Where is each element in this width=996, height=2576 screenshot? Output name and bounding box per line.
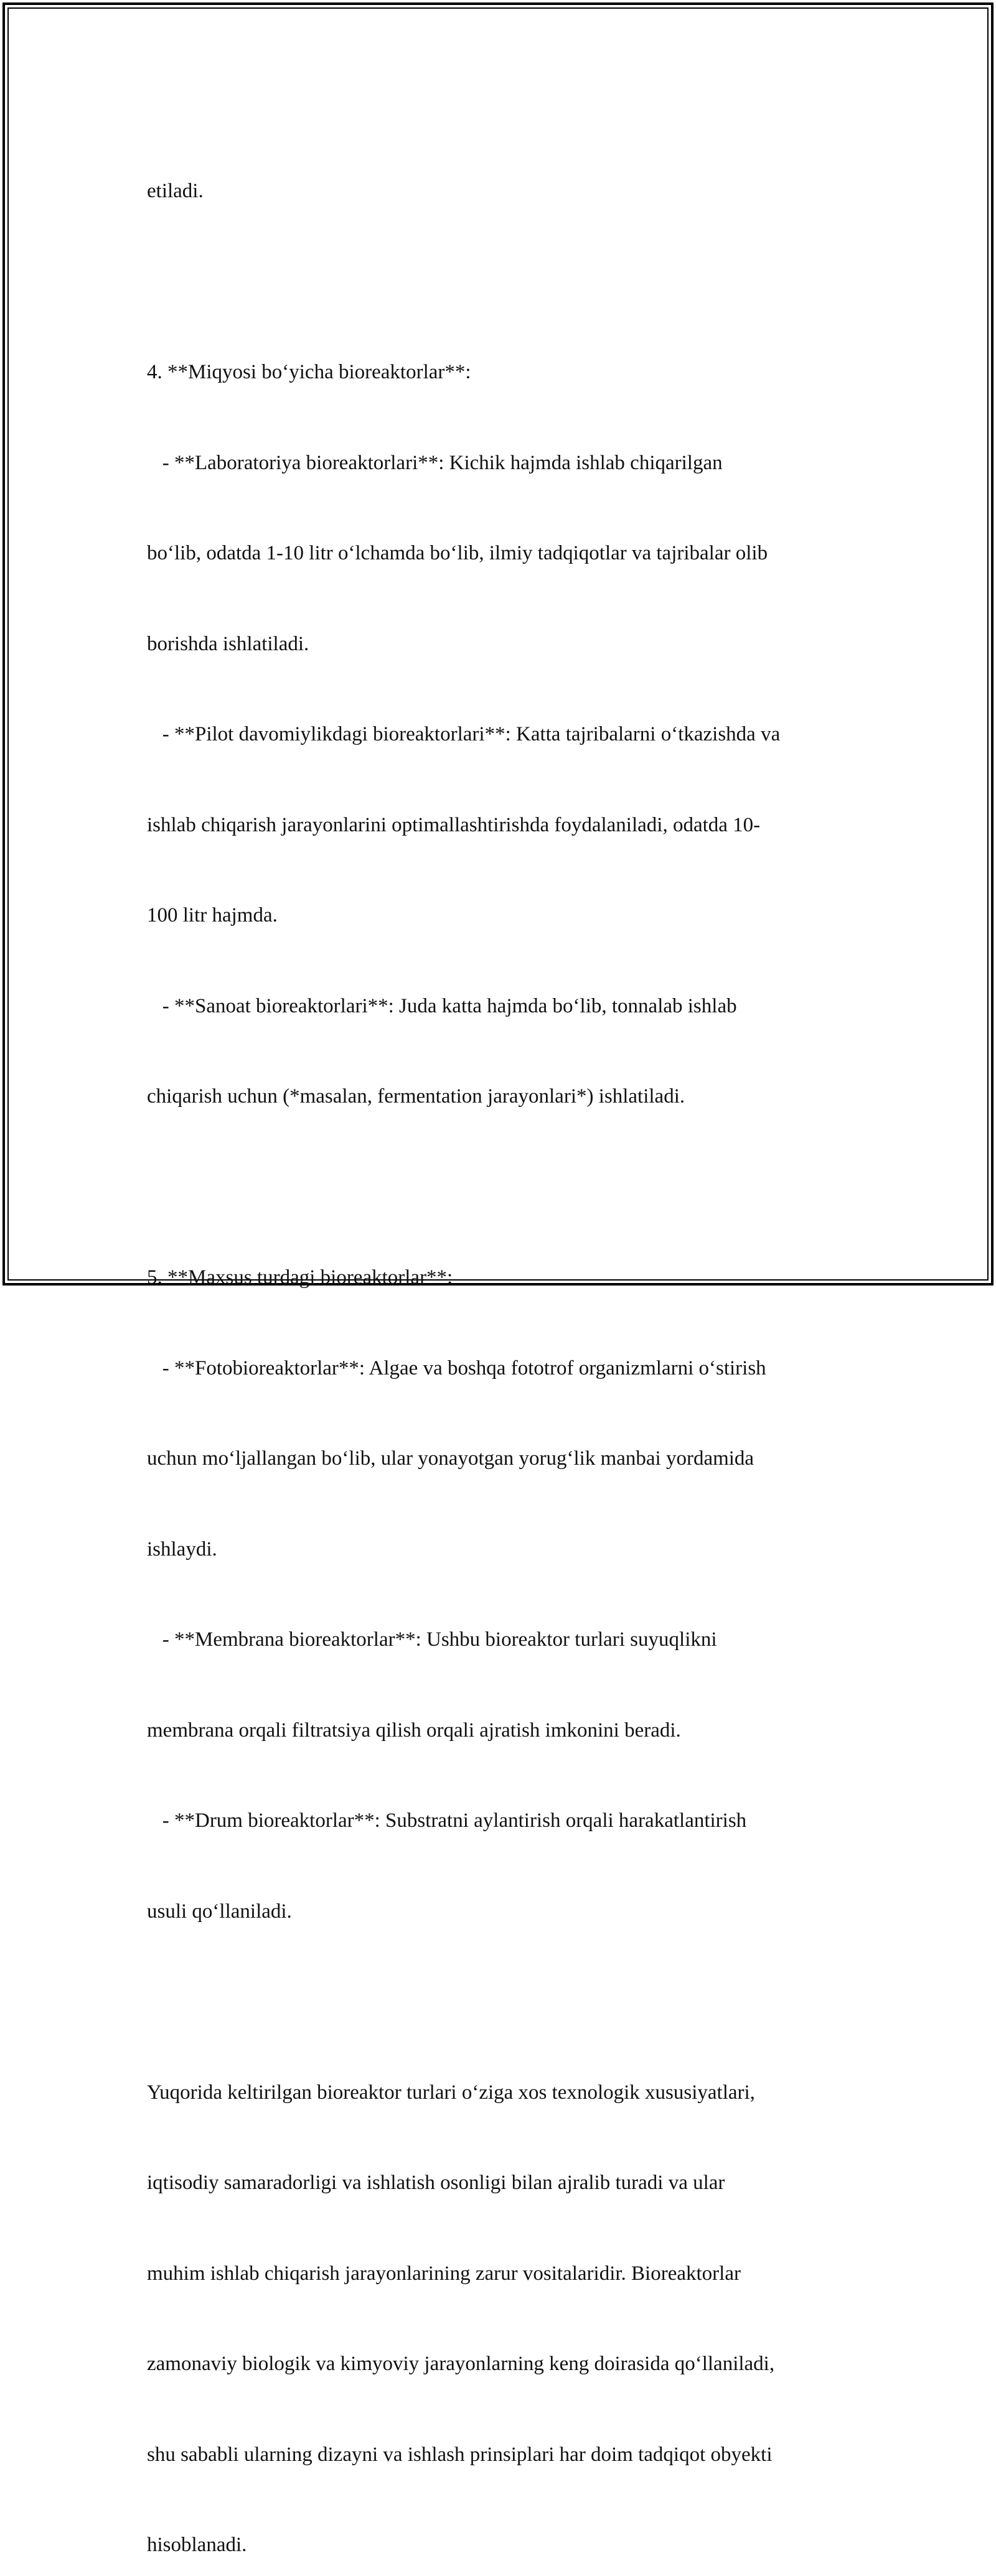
list-item-pilot: - **Pilot davomiylikdagi bioreaktorlari**: Katta tajribalarni o‘tkazishda va	[147, 723, 781, 745]
conclusion-paragraph-line: muhim ishlab chiqarish jarayonlarining zarur vositalaridir. Bioreaktorlar	[147, 2262, 741, 2285]
text-line: ishlab chiqarish jarayonlarini optimallashtirishda foydalaniladi, odatda 10-	[147, 813, 761, 836]
list-item-drum: - **Drum bioreaktorlar**: Substratni aylantirish orqali harakatlantirish	[147, 1809, 747, 1832]
list-item-photobioreactors: - **Fotobioreaktorlar**: Algae va boshqa fototrof organizmlarni o‘stirish	[147, 1356, 766, 1379]
blank-line	[147, 1987, 857, 2017]
text-line: bo‘lib, odatda 1-10 litr o‘lchamda bo‘lib, ilmiy tadqiqotlar va tajribalar olib	[147, 542, 768, 564]
text-line: uchun mo‘ljallangan bo‘lib, ular yonayotgan yorug‘lik manbai yordamida	[147, 1447, 754, 1470]
conclusion-paragraph-line: shu sababli ularning dizayni va ishlash prinsiplari har doim tadqiqot obyekti	[147, 2443, 773, 2466]
conclusion-paragraph-line: iqtisodiy samaradorligi va ishlatish osonligi bilan ajralib turadi va ular	[147, 2172, 725, 2194]
text-line: chiqarish uchun (*masalan, fermentation jarayonlari*) ishlatiladi.	[147, 1085, 685, 1108]
list-item-laboratory: - **Laboratoriya bioreaktorlari**: Kichik hajmda ishlab chiqarilgan	[147, 451, 723, 474]
blank-line	[147, 1172, 857, 1203]
text-line: usuli qo‘llaniladi.	[147, 1900, 292, 1923]
conclusion-paragraph-line: Yuqorida keltirilgan bioreaktor turlari o‘ziga xos texnologik xususiyatlari,	[147, 2081, 755, 2104]
blank-line	[147, 267, 857, 297]
text-line: ishlaydi.	[147, 1538, 217, 1561]
list-item-industrial: - **Sanoat bioreaktorlari**: Juda katta hajmda bo‘lib, tonnalab ishlab	[147, 994, 737, 1017]
section-heading-5: 5. **Maxsus turdagi bioreaktorlar**:	[147, 1266, 453, 1289]
text-line: 100 litr hajmda.	[147, 904, 278, 926]
conclusion-paragraph-line: zamonaviy biologik va kimyoviy jarayonlarning keng doirasida qo‘llaniladi,	[147, 2353, 775, 2375]
conclusion-paragraph-line: hisoblanadi.	[147, 2534, 247, 2556]
text-line: membrana orqali filtratsiya qilish orqali ajratish imkonini beradi.	[147, 1719, 681, 1742]
text-line: borishda ishlatiladi.	[147, 632, 309, 655]
text-line: etiladi.	[147, 180, 204, 202]
section-heading-4: 4. **Miqyosi bo‘yicha bioreaktorlar**:	[147, 361, 471, 383]
list-item-membrane: - **Membrana bioreaktorlar**: Ushbu bioreaktor turlari suyuqlikni	[147, 1628, 717, 1651]
document-body	[147, 116, 857, 2576]
